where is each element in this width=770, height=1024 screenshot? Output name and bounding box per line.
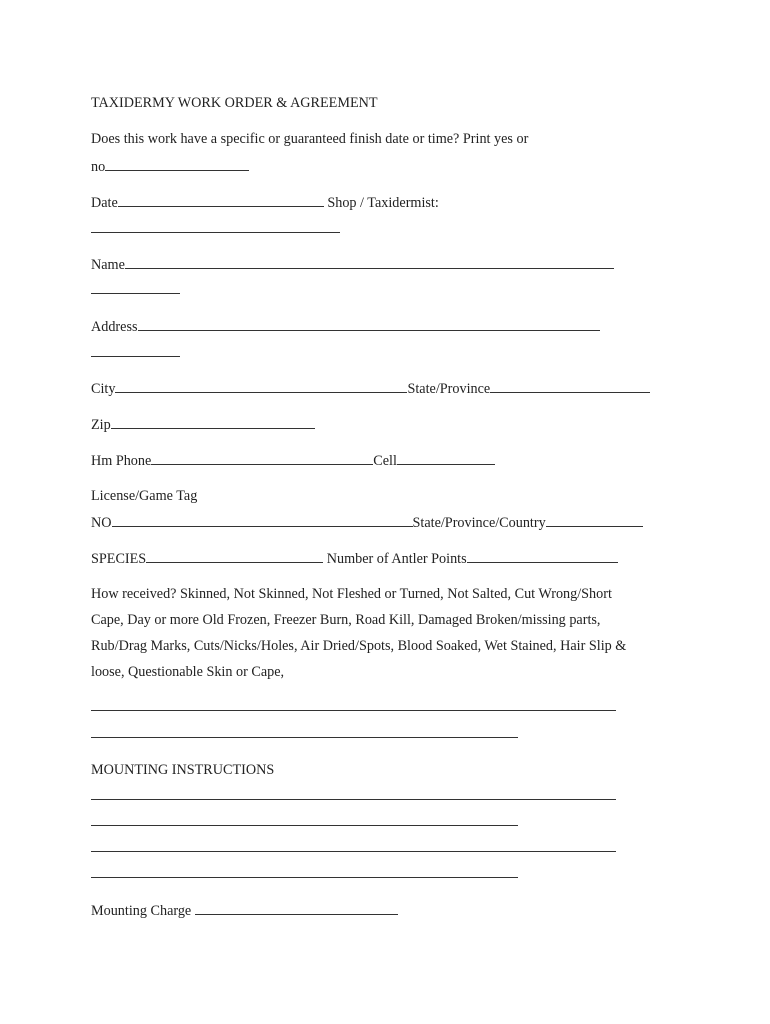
finish-date-question: Does this work have a specific or guaranteed finish date or time? Print yes or (91, 131, 529, 147)
how-received-line-4: loose, Questionable Skin or Cape, (91, 664, 285, 680)
form-title: TAXIDERMY WORK ORDER & AGREEMENT (91, 95, 378, 111)
address-field[interactable] (138, 317, 600, 331)
state-province-country-label: State/Province/Country (412, 515, 546, 531)
license-number-row (91, 513, 643, 532)
home-phone-field[interactable] (151, 451, 373, 465)
name-label: Name (91, 257, 125, 273)
date-shop-row (91, 193, 439, 212)
city-state-row (91, 379, 650, 398)
mounting-instructions-line[interactable] (91, 799, 616, 800)
how-received-line-2: Cape, Day or more Old Frozen, Freezer Burn, Road Kill, Damaged Broken/missing parts, (91, 612, 601, 628)
how-received-notes-line[interactable] (91, 737, 518, 738)
date-label: Date (91, 195, 118, 211)
city-field[interactable] (115, 379, 407, 393)
species-field[interactable] (146, 549, 323, 563)
cell-field[interactable] (397, 451, 495, 465)
mounting-instructions-line[interactable] (91, 851, 616, 852)
antler-points-label: Number of Antler Points (326, 551, 467, 567)
state-province-country-field[interactable] (546, 513, 643, 527)
zip-field[interactable] (111, 415, 315, 429)
shop-field[interactable] (91, 232, 340, 233)
license-no-label: NO (91, 515, 112, 531)
antler-points-field[interactable] (467, 549, 618, 563)
name-row (91, 255, 614, 274)
name-field[interactable] (125, 255, 614, 269)
shop-label: Shop / Taxidermist: (327, 195, 439, 211)
how-received-line-3: Rub/Drag Marks, Cuts/Nicks/Holes, Air Dried/Spots, Blood Soaked, Wet Stained, Hair Slip & (91, 638, 627, 654)
finish-date-answer-row (91, 157, 249, 176)
name-field-continuation[interactable] (91, 293, 180, 294)
mounting-instructions-heading: MOUNTING INSTRUCTIONS (91, 762, 275, 778)
address-field-continuation[interactable] (91, 356, 180, 357)
city-label: City (91, 381, 116, 397)
mounting-charge-row (91, 901, 398, 920)
license-number-field[interactable] (112, 513, 413, 527)
mounting-charge-field[interactable] (195, 901, 398, 915)
finish-date-answer-field[interactable] (105, 157, 249, 171)
phone-row (91, 451, 495, 470)
address-row (91, 317, 600, 336)
how-received-line-1: How received? Skinned, Not Skinned, Not Fleshed or Turned, Not Salted, Cut Wrong/Short (91, 586, 612, 602)
mounting-instructions-line[interactable] (91, 825, 518, 826)
state-province-label: State/Province (407, 381, 491, 397)
mounting-instructions-line[interactable] (91, 877, 518, 878)
state-province-field[interactable] (490, 379, 650, 393)
address-label: Address (91, 319, 138, 335)
license-label: License/Game Tag (91, 488, 198, 504)
mounting-charge-label: Mounting Charge (91, 903, 192, 919)
species-label: SPECIES (91, 551, 147, 567)
date-field[interactable] (118, 193, 324, 207)
how-received-notes-line[interactable] (91, 710, 616, 711)
species-row (91, 549, 618, 568)
zip-label: Zip (91, 417, 111, 433)
home-phone-label: Hm Phone (91, 453, 152, 469)
zip-row (91, 415, 315, 434)
finish-date-no-text: no (91, 159, 106, 175)
cell-label: Cell (373, 453, 397, 469)
